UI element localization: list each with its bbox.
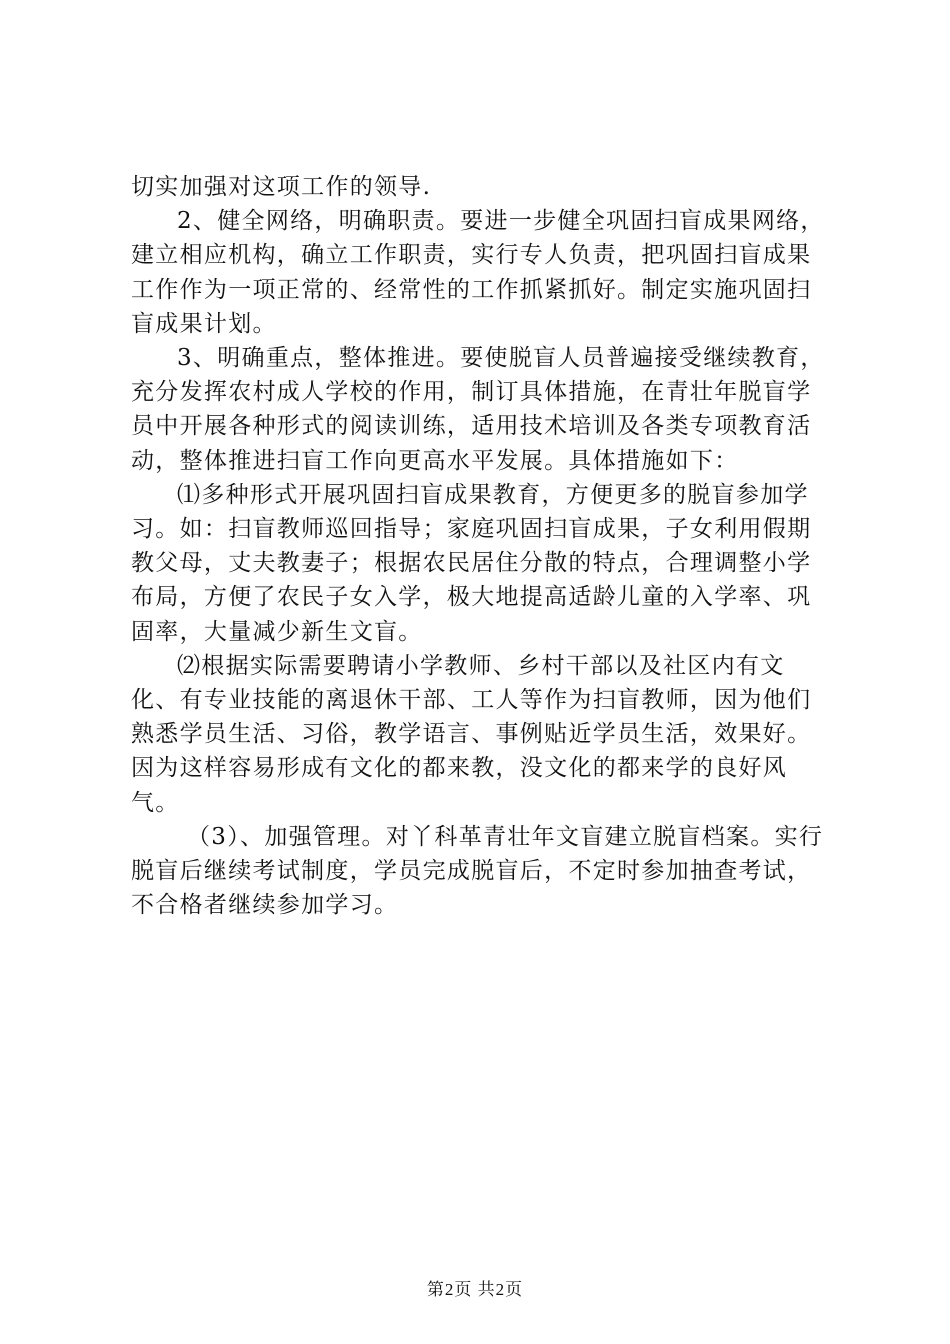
paragraph-measure-1: ⑴多种形式开展巩固扫盲成果教育，方便更多的脱盲参加学习。如：扫盲教师巡回指导；家庭巩固扫盲成果，子女利用假期教父母，丈夫教妻子；根据农民居住分散的特点，合理调整小学布局，方便了农民子女入学，极大地提高适龄儿童的入学率、巩固率，大量减少新生文盲。 [131, 481, 812, 645]
paragraph-network: 2、健全网络，明确职责。要进一步健全巩固扫盲成果网络，建立相应机构，确立工作职责，实行专人负责，把巩固扫盲成果工作作为一项正常的、经常性的工作抓紧抓好。制定实施巩固扫盲成果计划。 [131, 208, 825, 337]
document-body [131, 170, 831, 922]
paragraph-focus: 3、明确重点，整体推进。要使脱盲人员普遍接受继续教育，充分发挥农村成人学校的作用，制订具体措施，在青壮年脱盲学员中开展各种形式的阅读训练，适用技术培训及各类专项教育活动，整体推进扫盲工作向更高水平发展。具体措施如下： [131, 345, 825, 474]
page-number-footer: 第2页 共2页 [426, 1280, 524, 1299]
paragraph-management: （3）、加强管理。对丫科革青壮年文盲建立脱盲档案。实行脱盲后继续考试制度，学员完成脱盲后，不定时参加抽查考试，不合格者继续参加学习。 [131, 823, 824, 919]
paragraph-measure-2: ⑵根据实际需要聘请小学教师、乡村干部以及社区内有文化、有专业技能的离退休干部、工人等作为扫盲教师，因为他们熟悉学员生活、习俗，教学语言、事例贴近学员生活，效果好。因为这样容易形成有文化的都来教，没文化的都来学的良好风气。 [131, 652, 812, 816]
paragraph-continuation: 切实加强对这项工作的领导. [131, 174, 432, 200]
